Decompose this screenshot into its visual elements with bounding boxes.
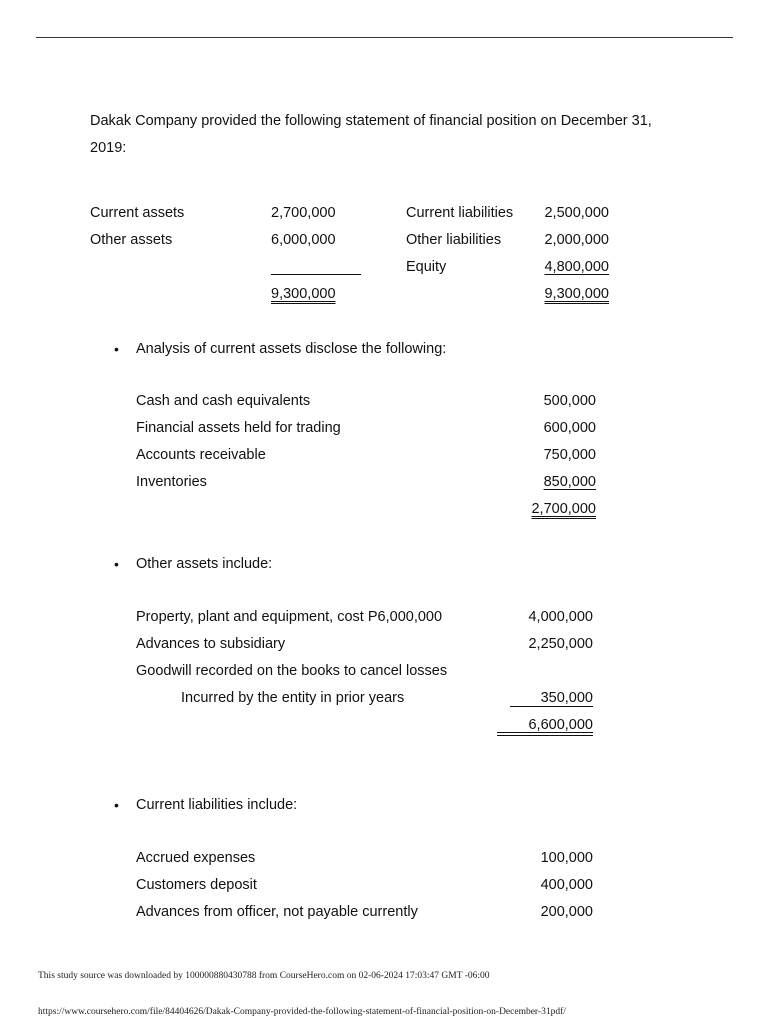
current-liabilities-value: 2,500,000 — [544, 205, 609, 221]
current-assets-value: 2,700,000 — [271, 205, 336, 221]
current-assets-heading: Analysis of current assets disclose the following: — [136, 341, 447, 357]
download-notice: This study source was downloaded by 100000880430788 from CourseHero.com on 02-06-2024 17:03:47 GMT -06:00 — [38, 971, 490, 981]
cl-item-label: Customers deposit — [136, 877, 257, 893]
cl-item-value: 100,000 — [540, 850, 593, 866]
other-assets-heading: Other assets include: — [136, 556, 273, 572]
ca-item-label: Cash and cash equivalents — [136, 393, 311, 409]
other-liabilities-value: 2,000,000 — [544, 232, 609, 248]
oa-item-value: 350,000 — [540, 690, 593, 706]
oa-total: 6,600,000 — [528, 717, 593, 733]
oa-total-rule-2 — [497, 735, 593, 736]
other-assets-value: 6,000,000 — [271, 232, 336, 248]
assets-total: 9,300,000 — [271, 286, 336, 302]
assets-subtotal-rule — [271, 274, 361, 275]
oa-item-value: 4,000,000 — [528, 609, 593, 625]
bullet-icon: • — [114, 341, 119, 357]
top-rule — [36, 37, 733, 38]
cl-item-value: 200,000 — [540, 904, 593, 920]
liabilities-equity-total: 9,300,000 — [544, 286, 609, 302]
ca-item-label: Accounts receivable — [136, 447, 266, 463]
ca-item-label: Inventories — [136, 474, 207, 490]
ca-item-label: Financial assets held for trading — [136, 420, 341, 436]
oa-item-label: Advances to subsidiary — [136, 636, 286, 652]
bullet-icon: • — [114, 797, 119, 813]
ca-item-value: 600,000 — [543, 420, 596, 436]
other-liabilities-label: Other liabilities — [406, 232, 502, 248]
bullet-icon: • — [114, 556, 119, 572]
current-liabilities-heading: Current liabilities include: — [136, 797, 298, 813]
other-assets-label: Other assets — [90, 232, 173, 248]
cl-item-value: 400,000 — [540, 877, 593, 893]
intro-paragraph: Dakak Company provided the following statement of financial position on December 31, 2019: — [90, 113, 652, 156]
source-url[interactable]: https://www.coursehero.com/file/84404626/Dakak-Company-provided-the-following-statement-of-financial-position-on-December-31pdf/ — [38, 1007, 566, 1017]
current-liabilities-label: Current liabilities — [406, 205, 514, 221]
oa-subtotal-rule — [510, 706, 593, 707]
oa-total-rule-1 — [497, 732, 593, 733]
ca-total: 2,700,000 — [531, 501, 596, 517]
ca-item-value: 750,000 — [543, 447, 596, 463]
oa-item-label: Property, plant and equipment, cost P6,000,000 — [136, 609, 443, 625]
equity-value: 4,800,000 — [544, 259, 609, 275]
oa-item-label: Incurred by the entity in prior years — [181, 690, 405, 706]
ca-item-value: 500,000 — [543, 393, 596, 409]
oa-item-value: 2,250,000 — [528, 636, 593, 652]
cl-item-label: Advances from officer, not payable currently — [136, 904, 418, 920]
cl-item-label: Accrued expenses — [136, 850, 256, 866]
current-assets-label: Current assets — [90, 205, 185, 221]
ca-item-value: 850,000 — [543, 474, 596, 490]
oa-item-label: Goodwill recorded on the books to cancel losses — [136, 663, 448, 679]
equity-label: Equity — [406, 259, 447, 275]
